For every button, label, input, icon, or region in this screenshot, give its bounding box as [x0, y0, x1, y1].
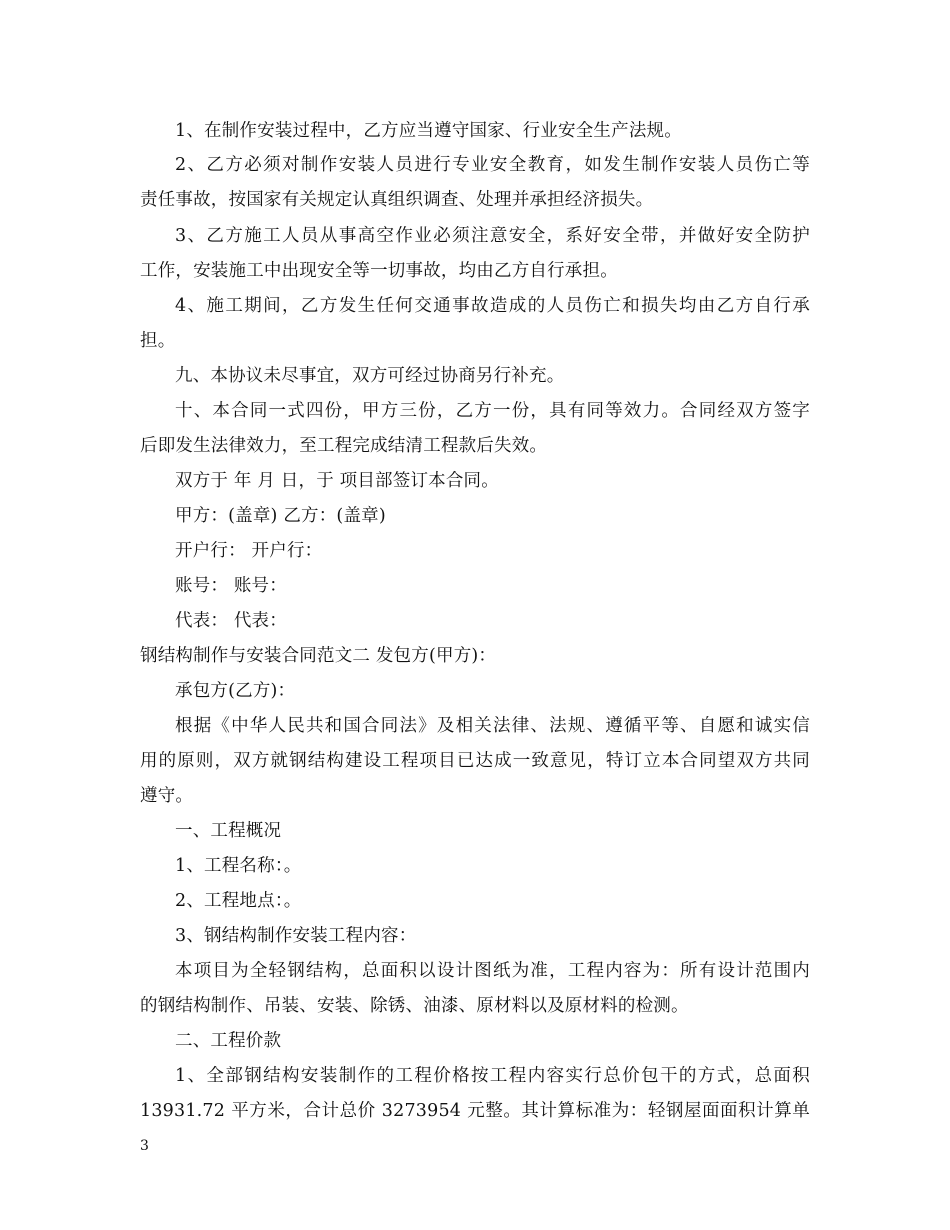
text-line: 1、全部钢结构安装制作的工程价格按工程内容实行总价包干的方式，总面积 [175, 1066, 810, 1086]
text-line: 钢结构制作与安装合同范文二 发包方(甲方)： [140, 646, 497, 666]
page-number: 3 [140, 1138, 149, 1154]
text-line: 甲方：(盖章) 乙方：(盖章) [175, 506, 386, 526]
text-line: 双方于 年 月 日，于 项目部签订本合同。 [175, 471, 499, 491]
text-line: 2、乙方必须对制作安装人员进行专业安全教育，如发生制作安装人员伤亡等 [175, 155, 810, 175]
section-heading: 一、工程概况 [175, 821, 282, 841]
text-line: 本项目为全轻钢结构，总面积以设计图纸为准，工程内容为：所有设计范围内 [175, 961, 810, 981]
section-heading: 二、工程价款 [175, 1031, 282, 1051]
text-line: 工作，安装施工中出现安全等一切事故，均由乙方自行承担。 [140, 261, 618, 281]
text-line: 的钢结构制作、吊装、安装、除锈、油漆、原材料以及原材料的检测。 [140, 996, 689, 1016]
text-line: 用的原则，双方就钢结构建设工程项目已达成一致意见，特订立本合同望双方共同 [140, 751, 810, 771]
text-line: 代表： 代表： [175, 611, 287, 631]
text-line: 1、在制作安装过程中，乙方应当遵守国家、行业安全生产法规。 [175, 121, 682, 141]
text-line: 十、本合同一式四份，甲方三份，乙方一份，具有同等效力。合同经双方签字 [175, 401, 810, 421]
text-line: 担。 [140, 331, 176, 351]
text-line: 九、本协议未尽事宜，双方可经过协商另行补充。 [175, 366, 565, 386]
text-line: 承包方(乙方)： [175, 681, 296, 701]
text-line: 13931.72 平方米，合计总价 3273954 元整。其计算标准为：轻钢屋面面积计算单 [140, 1101, 810, 1121]
text-line: 1、工程名称：。 [175, 856, 302, 876]
text-line: 2、工程地点：。 [175, 891, 302, 911]
text-line: 责任事故，按国家有关规定认真组织调查、处理并承担经济损失。 [140, 190, 654, 210]
text-line: 账号： 账号： [175, 576, 287, 596]
text-line: 遵守。 [140, 786, 194, 806]
text-line: 3、乙方施工人员从事高空作业必须注意安全，系好安全带，并做好安全防护 [175, 226, 810, 246]
text-line: 根据《中华人民共和国合同法》及相关法律、法规、遵循平等、自愿和诚实信 [175, 716, 810, 736]
text-line: 开户行： 开户行： [175, 541, 323, 561]
text-line: 3、钢结构制作安装工程内容： [175, 926, 417, 946]
text-line: 4、施工期间，乙方发生任何交通事故造成的人员伤亡和损失均由乙方自行承 [175, 296, 810, 316]
text-line: 后即发生法律效力，至工程完成结清工程款后失效。 [140, 436, 548, 456]
